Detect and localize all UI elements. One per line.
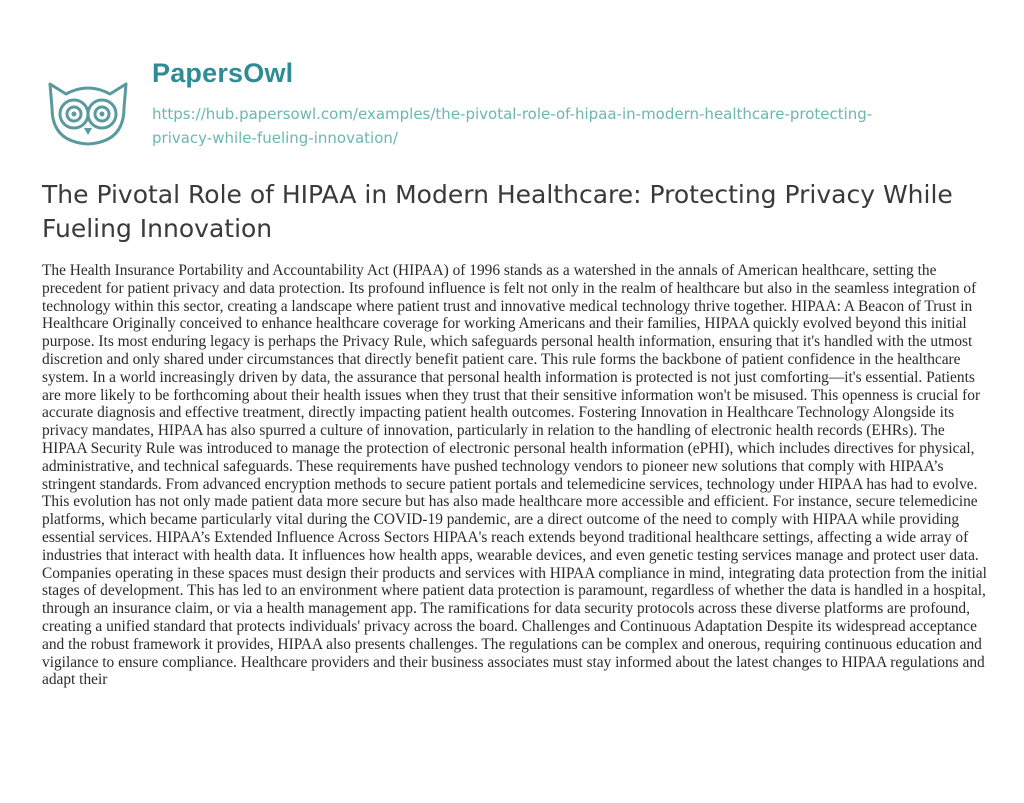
page-title: The Pivotal Role of HIPAA in Modern Healthcare: Protecting Privacy While Fueling Innovation [42, 180, 953, 243]
brand-name: PapersOwl [152, 58, 294, 88]
header [44, 58, 1004, 158]
article-body: The Health Insurance Portability and Accountability Act (HIPAA) of 1996 stands as a watershed in the annals of American healthcare, setting the precedent for patient privacy and data protection. Its profound influence is felt not only in the realm of healthcare but also in the seamless integration of technology within this sector, creating a landscape where patient trust and innovative medical technology thrive together. HIPAA: A Beacon of Trust in Healthcare Originally conceived to enhance healthcare coverage for working Americans and their families, HIPAA quickly evolved beyond this initial purpose. Its most enduring legacy is perhaps the Privacy Rule, which safeguards personal health information, ensuring that it's handled with the utmost discretion and only shared under circumstances that directly benefit patient care. This rule forms the backbone of patient confidence in the healthcare system. In a world increasingly driven by data, the assurance that personal health information is protected is not just comforting—it's essential. Patients are more likely to be forthcoming about their health issues when they trust that their sensitive information won't be misused. This openness is crucial for accurate diagnosis and effective treatment, directly impacting patient health outcomes. Fostering Innovation in Healthcare Technology Alongside its privacy mandates, HIPAA has also spurred a culture of innovation, particularly in relation to the handling of electronic health records (EHRs). The HIPAA Security Rule was introduced to manage the protection of electronic personal health information (ePHI), which includes directives for physical, administrative, and technical safeguards. These requirements have pushed technology vendors to pioneer new solutions that comply with HIPAA’s stringent standards. From advanced encryption methods to secure patient portals and telemedicine services, technology under HIPAA has had to evolve. This evolution has not only made patient data more secure but has also made healthcare more accessible and efficient. For instance, secure telemedicine platforms, which became particularly vital during the COVID-19 pandemic, are a direct outcome of the need to comply with HIPAA while providing essential services. HIPAA’s Extended Influence Across Sectors HIPAA's reach extends beyond traditional healthcare settings, affecting a wide array of industries that interact with health data. It influences how health apps, wearable devices, and even genetic testing services manage and protect user data. Companies operating in these spaces must design their products and services with HIPAA compliance in mind, integrating data protection from the initial stages of development. This has led to an environment where patient data protection is paramount, regardless of whether the data is handled in a hospital, through an insurance claim, or via a health management app. The ramifications for data security protocols across these diverse platforms are profound, creating a unified standard that protects individuals' privacy across the board. Challenges and Continuous Adaptation Despite its widespread acceptance and the robust framework it provides, HIPAA also presents challenges. The regulations can be complex and onerous, requiring continuous education and vigilance to ensure compliance. Healthcare providers and their business associates must stay informed about the latest changes to HIPAA regulations and adapt their [42, 262, 987, 689]
owl-logo-icon [44, 64, 132, 148]
source-url-link[interactable]: https://hub.papersowl.com/examples/the-pivotal-role-of-hipaa-in-modern-healthcare-protecting-privacy-while-fueling-innovation/ [152, 105, 873, 147]
